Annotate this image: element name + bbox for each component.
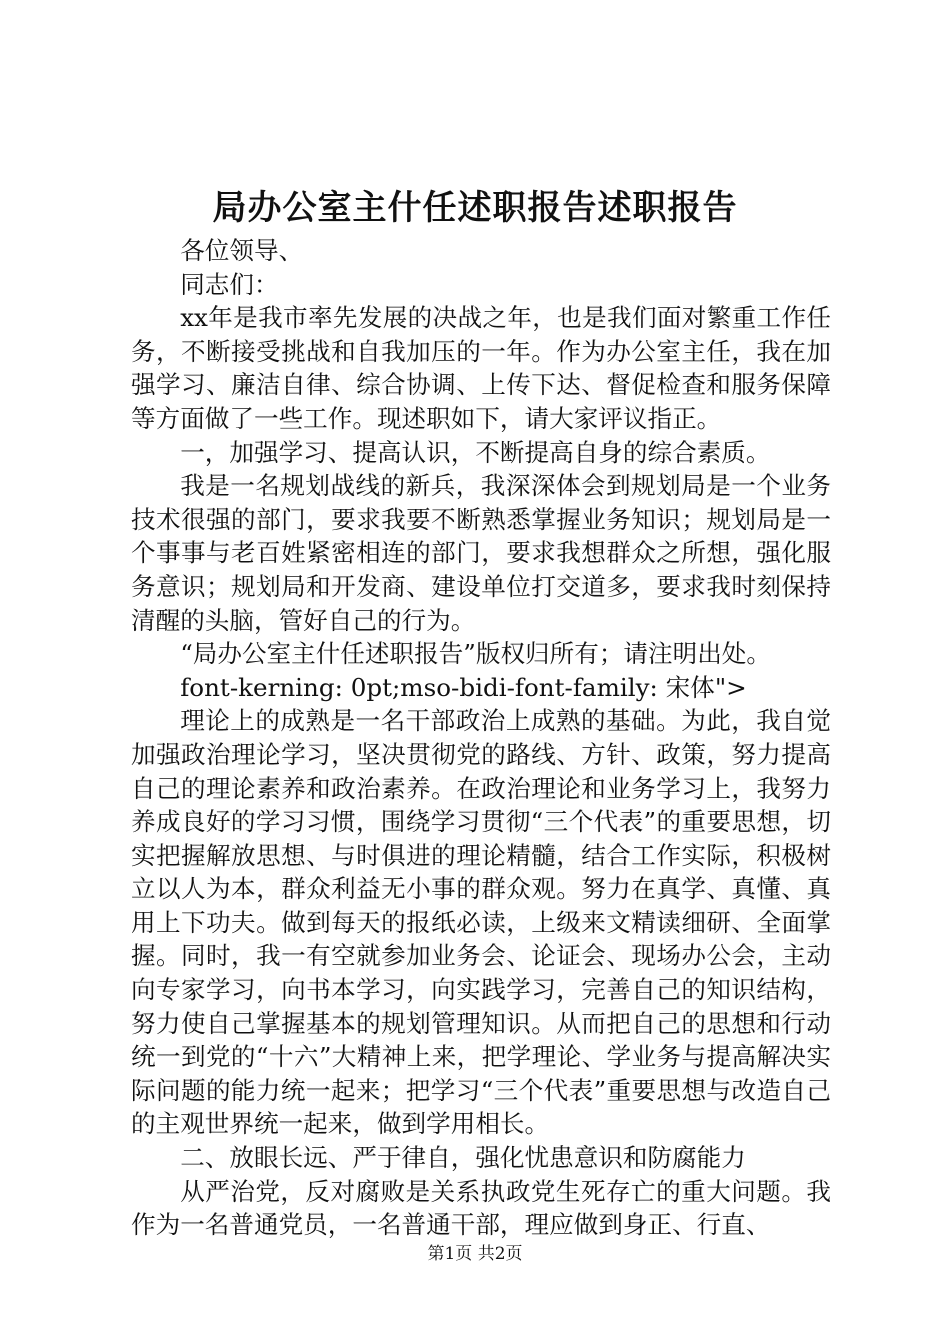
- document-body: [131, 234, 831, 1242]
- body-paragraph: 从严治党，反对腐败是关系执政党生死存亡的重大问题。我作为一名普通党员，一名普通干部，理应做到身正、行直、: [131, 1176, 831, 1240]
- body-paragraph: 理论上的成熟是一名干部政治上成熟的基础。为此，我自觉加强政治理论学习，坚决贯彻党的路线、方针、政策，努力提高自己的理论素养和政治素养。在政治理论和业务学习上，我努力养成良好的学习习惯，围绕学习贯彻“三个代表”的重要思想，切实把握解放思想、与时俱进的理论精髓，结合工作实际，积极树立以人为本，群众利益无小事的群众观。努力在真学、真懂、真用上下功夫。做到每天的报纸必读，上级来文精读细研、全面掌握。同时，我一有空就参加业务会、论证会、现场办公会，主动向专家学习，向书本学习，向实践学习，完善自己的知识结构，努力使自己掌握基本的规划管理知识。从而把自己的思想和行动统一到党的“十六”大精神上来，把学理论、学业务与提高解决实际问题的能力统一起来；把学习“三个代表”重要思想与改造自己的主观世界统一起来，做到学用相长。: [131, 706, 831, 1139]
- section-heading-1: 一，加强学习、提高认识，不断提高自身的综合素质。: [180, 437, 771, 467]
- salutation-leaders: 各位领导、: [180, 236, 304, 265]
- copyright-notice: “局办公室主什任述职报告”版权归所有；请注明出处。: [180, 639, 771, 669]
- document-title: 局办公室主什任述职报告述职报告: [212, 188, 738, 228]
- salutation-comrades: 同志们：: [180, 269, 279, 299]
- intro-paragraph: xx年是我市率先发展的决战之年，也是我们面对繁重工作任务，不断接受挑战和自我加压的一年。作为办公室主任，我在加强学习、廉洁自律、综合协调、上传下达、督促检查和服务保障等方面做了一些工作。现述职如下，请大家评议指正。: [131, 303, 831, 433]
- page-footer: 第1页 共2页: [427, 1244, 523, 1264]
- section-heading-2: 二、放眼长远、严于律自，强化忧患意识和防腐能力: [180, 1143, 746, 1173]
- stray-markup-text: font-kerning: 0pt;mso-bidi-font-family: 宋体">: [180, 672, 747, 702]
- body-paragraph: 我是一名规划战线的新兵，我深深体会到规划局是一个业务技术很强的部门，要求我要不断熟悉掌握业务知识；规划局是一个事事与老百姓紧密相连的部门，要求我想群众之所想，强化服务意识；规划局和开发商、建设单位打交道多，要求我时刻保持清醒的头脑，管好自己的行为。: [131, 471, 831, 635]
